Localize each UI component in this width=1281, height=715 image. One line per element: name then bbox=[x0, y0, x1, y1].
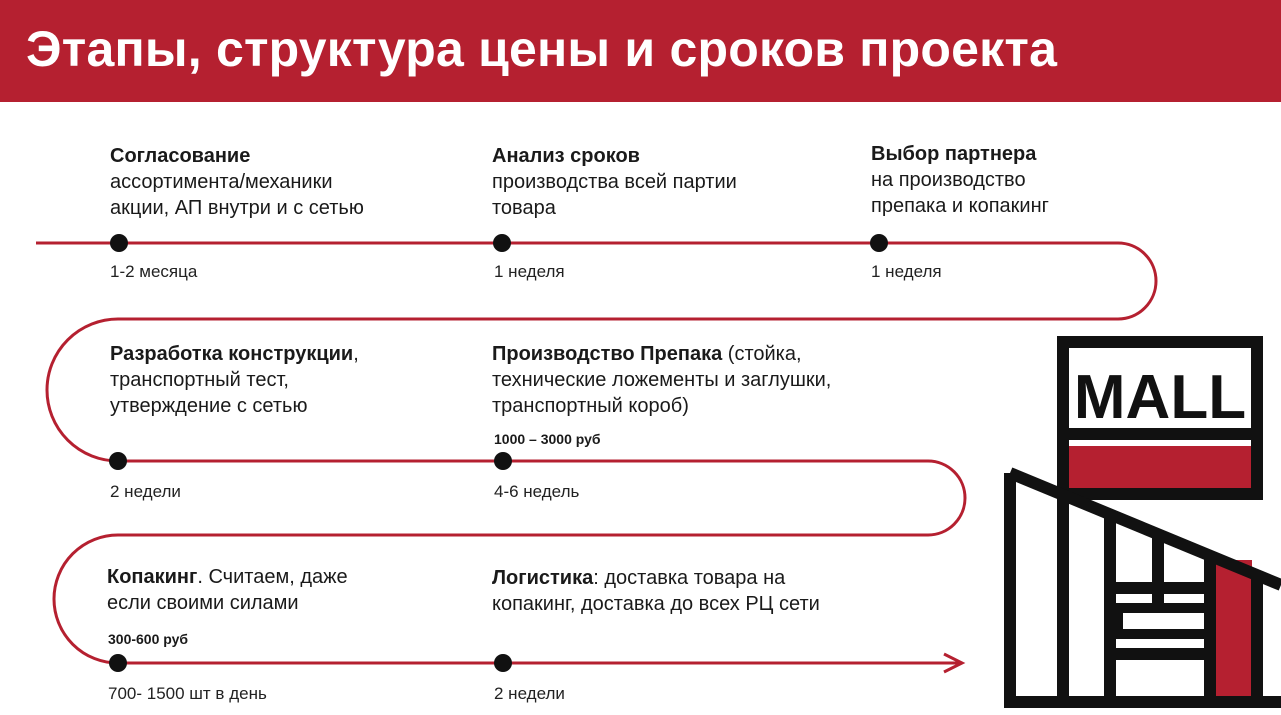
step-timing-analysis bbox=[492, 143, 737, 221]
step-prepack-production bbox=[492, 341, 831, 419]
step-heading: Логистика bbox=[492, 567, 594, 589]
step-text-line: ассортимента/механики bbox=[110, 171, 333, 193]
step-heading: Производство Препака bbox=[492, 343, 723, 365]
step-heading: Выбор партнера bbox=[871, 143, 1037, 165]
step-text-line: если своими силами bbox=[107, 592, 299, 614]
timeline-dot-1 bbox=[110, 234, 128, 252]
step-copacking bbox=[107, 564, 348, 616]
step-agreement bbox=[110, 143, 364, 221]
timeline-dot-7 bbox=[494, 654, 512, 672]
step-design-development bbox=[110, 341, 359, 419]
timeline-dot-2 bbox=[493, 234, 511, 252]
step-text-line: транспортный тест, bbox=[110, 369, 289, 391]
step-text-line: товара bbox=[492, 197, 556, 219]
step-text-line: транспортный короб) bbox=[492, 395, 689, 417]
step-logistics bbox=[492, 565, 820, 617]
step-text-line: препака и копакинг bbox=[871, 195, 1049, 217]
step-heading-suffix: , bbox=[353, 343, 359, 365]
timeline-dot-6 bbox=[109, 654, 127, 672]
step-duration: 2 недели bbox=[110, 482, 181, 501]
timeline-dot-3 bbox=[870, 234, 888, 252]
step-heading-suffix: (стойка, bbox=[722, 343, 802, 365]
step-price: 300-600 руб bbox=[108, 631, 189, 647]
timeline-dot-4 bbox=[109, 452, 127, 470]
step-heading: Копакинг bbox=[107, 566, 198, 588]
mall-building-icon bbox=[1004, 342, 1281, 702]
step-duration: 1 неделя bbox=[494, 262, 565, 281]
step-duration: 4-6 недель bbox=[494, 482, 580, 501]
step-text-line: технические ложементы и заглушки, bbox=[492, 369, 832, 391]
step-text-line: акции, АП внутри и с сетью bbox=[110, 197, 364, 219]
step-duration: 2 недели bbox=[494, 684, 565, 703]
page-title: Этапы, структура цены и сроков проекта bbox=[26, 21, 1058, 77]
step-text-line: утверждение с сетью bbox=[110, 395, 308, 417]
step-text-line: на производство bbox=[871, 169, 1026, 191]
timeline-dot-5 bbox=[494, 452, 512, 470]
step-heading: Согласование bbox=[110, 145, 251, 167]
step-heading: Анализ сроков bbox=[492, 145, 640, 167]
step-duration: 700- 1500 шт в день bbox=[108, 684, 267, 703]
step-duration: 1 неделя bbox=[871, 262, 942, 281]
step-partner-selection bbox=[871, 141, 1049, 219]
step-heading: Разработка конструкции bbox=[110, 343, 354, 365]
mall-sign-text: MALL bbox=[1073, 363, 1247, 432]
step-heading-suffix: . Считаем, даже bbox=[197, 566, 348, 588]
step-text-line: производства всей партии bbox=[492, 171, 737, 193]
step-heading-suffix: : доставка товара на bbox=[593, 567, 786, 589]
step-price: 1000 – 3000 руб bbox=[494, 431, 601, 447]
step-text-line: копакинг, доставка до всех РЦ сети bbox=[492, 593, 820, 615]
step-duration: 1-2 месяца bbox=[110, 262, 198, 281]
